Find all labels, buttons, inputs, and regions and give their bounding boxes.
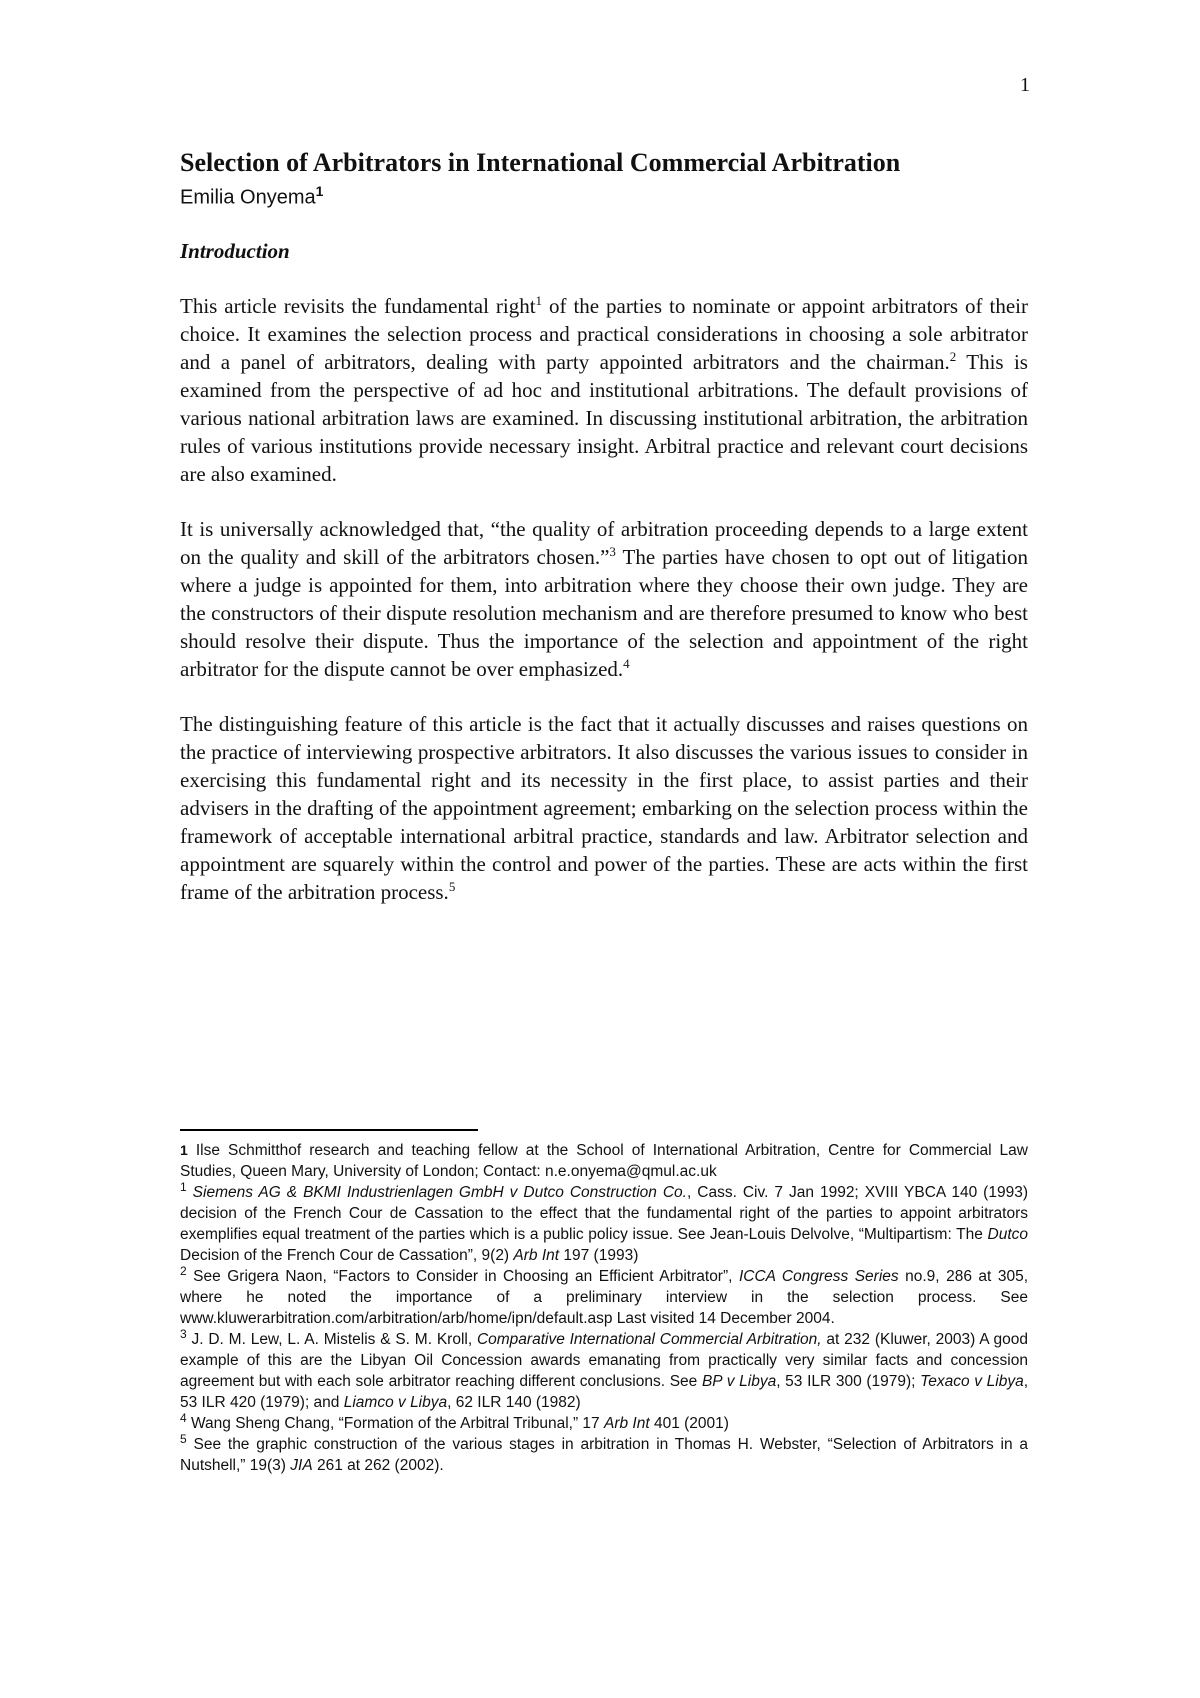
footnote-1 [180, 1179, 1028, 1266]
footnote-2 [180, 1263, 1029, 1329]
paragraph-text: The distinguishing feature of this article is the fact that it actually discusses and raises questions on the practice of interviewing prospective arbitrators. It also discusses the various issues to consider in exercising this fundamental right and its necessity in the first place, to assist parties and their advisers in the drafting of the appointment agreement; embarking on the selection process within the framework of acceptable international arbitral practice, standards and law. Arbitrator selection and appointment are squarely within the control and power of the parties. These are acts within the first frame of the arbitration process. [180, 711, 1028, 904]
case-name: Siemens AG & BKMI Industrienlagen GmbH v Dutco Construction Co. [192, 1184, 687, 1201]
footnote-author [180, 1140, 1028, 1182]
footnote-text: no.9, 286 at 305, where he noted the importance of a preliminary interview in the selection process. See www.kluwerarbitration.com/arbitration/arb/home/ipn/default.asp Last visited 14 December 2004. [180, 1268, 1029, 1327]
footnote-mark: 1 [180, 1179, 187, 1194]
footnote-text: , Cass. Civ. 7 Jan 1992; XVIII YBCA 140 (1993) decision of the French Cour de Cassation to the effect that the fundamental right of the parties to appoint arbitrators exemplifies equal treatment of the parties which is a public policy issue. See Jean-Louis Delvolve, “Multipartism: The [180, 1184, 1028, 1243]
footnotes [180, 1140, 1028, 1476]
footnote-text: J. D. M. Lew, L. A. Mistelis & S. M. Kroll, [186, 1331, 477, 1348]
footnote-text: See the graphic construction of the various stages in arbitration in Thomas H. Webster, “Selection of Arbitrators in a Nutshell,” 19(3) [180, 1436, 1028, 1474]
footnote-text: , 53 ILR 420 (1979); and [180, 1373, 1029, 1411]
case-name: Dutco [987, 1226, 1028, 1243]
footnote-5 [180, 1431, 1028, 1476]
footnote-text: Decision of the French Cour de Cassation”, 9(2) [180, 1247, 514, 1264]
footnote-separator [180, 1129, 478, 1131]
footnote-mark: 1 [180, 1142, 188, 1158]
section-heading: Introduction [180, 238, 290, 263]
paragraph-text: This article revisits the fundamental right [180, 293, 536, 318]
footnote-mark: 3 [180, 1326, 187, 1341]
page-number: 1 [1020, 74, 1030, 96]
paragraph-text: This is examined from the perspective of ad hoc and institutional arbitrations. The default provisions of various national arbitration laws are examined. In discussing institutional arbitration, the arbitration rules of various institutions provide necessary insight. Arbitral practice and relevant court decisions are also examined. [180, 349, 1028, 486]
journal-name: Arb Int [603, 1415, 650, 1432]
paragraph-2 [180, 515, 1028, 683]
case-name: Texaco v Libya [920, 1373, 1024, 1390]
paragraph-3 [180, 710, 1028, 906]
footnote-mark: 4 [180, 1410, 187, 1425]
author-name: Emilia Onyema [180, 186, 316, 209]
paragraph-text: It is universally acknowledged that, “the quality of arbitration proceeding depends to a large extent on the quality and skill of the arbitrators chosen.” [180, 516, 1028, 569]
case-name: BP v Libya [701, 1373, 777, 1390]
footnote-4 [180, 1410, 1028, 1434]
footnote-text: Ilse Schmitthof research and teaching fellow at the School of International Arbitration, Centre for Commercial Law Studies, Queen Mary, University of London; Contact: n.e.onyema@qmul.ac.uk [180, 1142, 1028, 1180]
paragraph-1 [180, 292, 1028, 488]
journal-name: JIA [290, 1457, 313, 1474]
book-title: Comparative International Commercial Arbitration, [476, 1331, 822, 1348]
article-title: Selection of Arbitrators in International Commercial Arbitration [180, 148, 901, 177]
footnote-text: 197 (1993) [559, 1247, 639, 1264]
footnote-text: See Grigera Naon, “Factors to Consider in Choosing an Efficient Arbitrator”, [186, 1268, 739, 1285]
footnote-text: 261 at 262 (2002). [312, 1457, 444, 1474]
author-line [180, 178, 1028, 211]
author-footnote-mark: 1 [315, 183, 324, 199]
footnote-mark: 5 [180, 1431, 187, 1446]
journal-name: Arb Int [513, 1247, 560, 1264]
footnote-ref[interactable]: 3 [609, 543, 616, 559]
footnote-ref[interactable]: 1 [535, 292, 543, 308]
journal-name: ICCA Congress Series [738, 1268, 899, 1285]
footnote-text: , 62 ILR 140 (1982) [447, 1394, 581, 1411]
footnote-3 [180, 1326, 1029, 1413]
footnote-ref[interactable]: 4 [623, 655, 630, 671]
case-name: Liamco v Libya [343, 1394, 448, 1411]
paragraph-text: of the parties to nominate or appoint arbitrators of their choice. It examines the selection process and practical considerations in choosing a sole arbitrator and a panel of arbitrators, dealing with party appointed arbitrators and the chairman. [180, 293, 1028, 374]
paragraph-text: The parties have chosen to opt out of litigation where a judge is appointed for them, into arbitration where they choose their own judge. They are the constructors of their dispute resolution mechanism and are therefore presumed to know who best should resolve their dispute. Thus the importance of the selection and appointment of the right arbitrator for the dispute cannot be over emphasized. [180, 544, 1029, 681]
footnote-text: 401 (2001) [649, 1415, 729, 1432]
footnote-ref[interactable]: 5 [448, 878, 456, 894]
footnote-text: , 53 ILR 300 (1979); [776, 1373, 921, 1390]
footnote-text: at 232 (Kluwer, 2003) A good example of this are the Libyan Oil Concession awards emanating from practically very similar facts and concession agreement but with each sole arbitrator reaching different conclusions. See [180, 1331, 1028, 1390]
footnote-mark: 2 [180, 1263, 187, 1278]
footnote-text: Wang Sheng Chang, “Formation of the Arbitral Tribunal,” 17 [186, 1415, 604, 1432]
footnote-ref[interactable]: 2 [949, 348, 957, 364]
article-body [180, 148, 1028, 933]
